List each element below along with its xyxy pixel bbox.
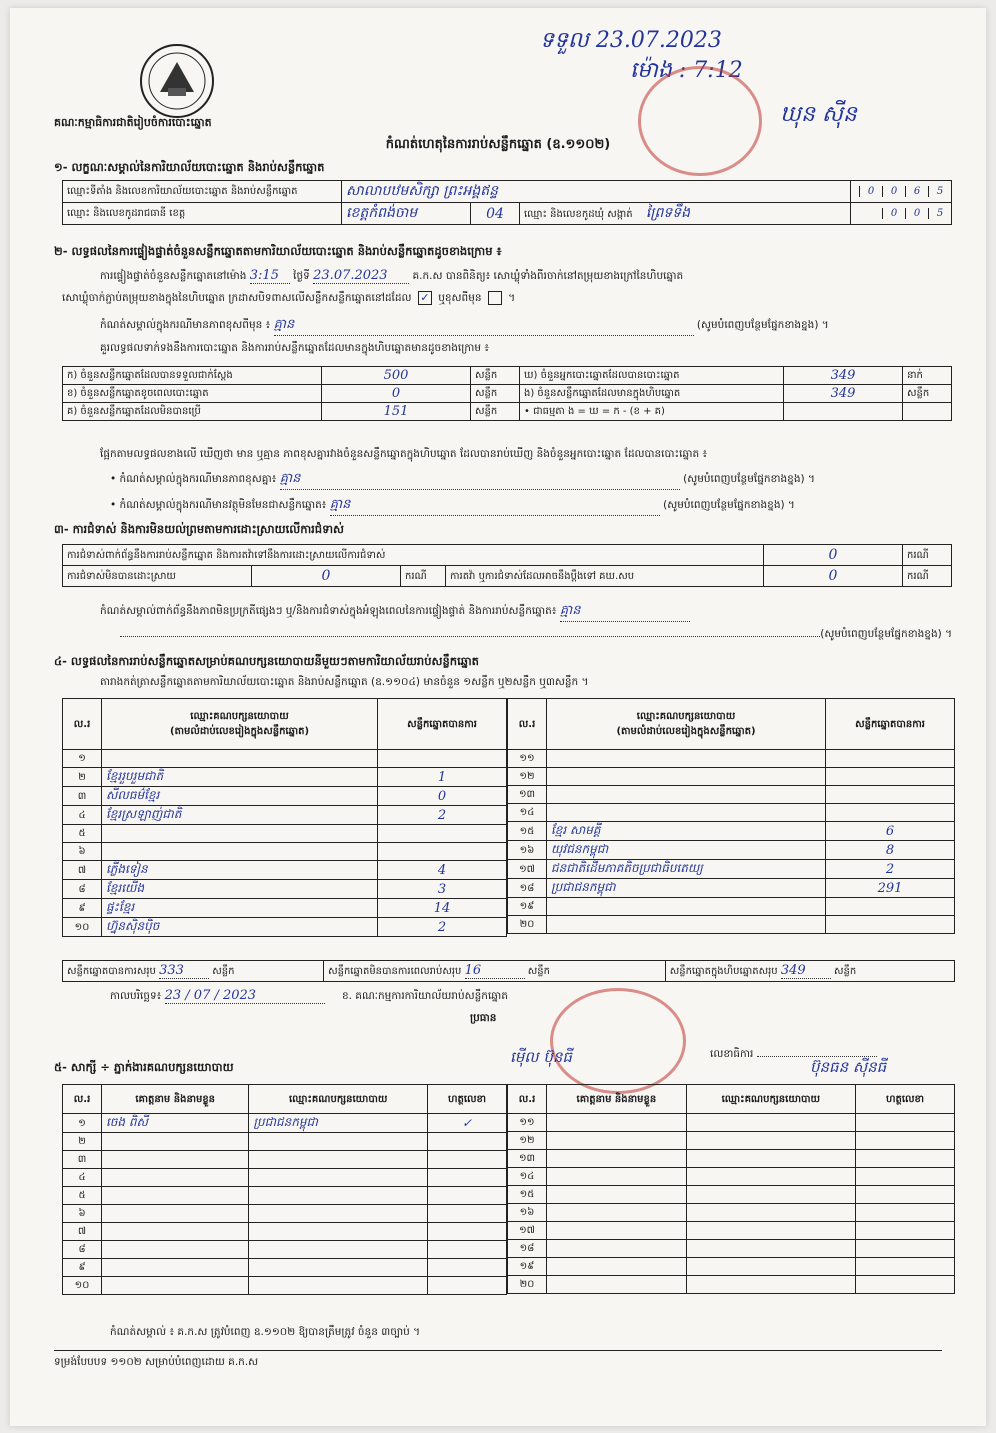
footer-text: ទម្រង់បែបបទ ១១០២ សម្រាប់បំពេញដោយ គ.ក.ស	[54, 1356, 259, 1368]
witness-no: ២	[63, 1133, 102, 1151]
party-row	[63, 750, 507, 768]
appeal-label: ការតវ៉ា ឬការជំទាស់ដែលអាចនឹងប្តឹងទៅ គឃ.សប	[446, 566, 764, 587]
party-row	[63, 787, 507, 806]
party-name	[547, 750, 826, 768]
total-valid-cell: សន្លឹកឆ្នោតបានការសរុប 333 សន្លឹក	[63, 961, 324, 982]
witness-party	[686, 1222, 855, 1240]
witness-no: ៩	[63, 1259, 102, 1277]
party-name: ខ្មែរ សាមគ្គី	[547, 822, 826, 841]
party-row	[508, 804, 955, 822]
difference-reason-line: កំណត់សម្គាល់ក្នុងករណីមានភាពខុសពីមុន ៖ គ្មាន (សូមបំពេញបន្ថែមផ្នែកខាងខ្នង) ។	[100, 316, 950, 336]
party-no: ១	[63, 750, 102, 768]
party-votes	[378, 825, 507, 843]
witness-party	[686, 1168, 855, 1186]
party-row	[508, 898, 955, 916]
commune-label: ឈ្មោះ និងលេខកូដឃុំ សង្កាត់	[524, 209, 633, 220]
different-checkbox[interactable]	[488, 291, 502, 305]
ballot-value2: 349	[784, 367, 903, 385]
location-value: សាលាបឋមសិក្សា ព្រះអង្គឥន្ទ	[342, 181, 851, 203]
witness-no: ៥	[63, 1187, 102, 1205]
witness-name	[102, 1223, 249, 1241]
ballot-value2: 349	[784, 385, 903, 403]
party-row	[508, 786, 955, 804]
total-invalid-value: 16	[465, 963, 525, 979]
witness-no: ១៤	[508, 1168, 547, 1186]
party-name: ជនជាតិដើមភាគតិចប្រជាធិបតេយ្យ	[547, 860, 826, 879]
witness-no: ៧	[63, 1223, 102, 1241]
ballot-label: ក) ចំនួនសន្លឹកឆ្នោតដែលបានទទួលជាក់ស្តែង	[63, 367, 322, 385]
commune-code: 0 0 5	[851, 203, 952, 225]
party-no: ១២	[508, 768, 547, 786]
witness-row	[508, 1276, 955, 1294]
president-name: ម៉ើល ប៊ុនធី	[510, 1048, 572, 1066]
party-votes: 6	[826, 822, 955, 841]
party-row	[63, 843, 507, 861]
witness-signature	[856, 1222, 955, 1240]
province-label: ឈ្មោះ និងលេខកូដរាជធានី ខេត្ត	[63, 203, 342, 225]
difference-note-value: គ្មាន	[280, 470, 680, 490]
witness-no: ១៧	[508, 1222, 547, 1240]
witness-name	[547, 1150, 687, 1168]
irregularity-note-value: គ្មាន	[560, 602, 690, 622]
party-no: ២	[63, 768, 102, 787]
section4-heading: ៤- លទ្ធផលនៃការរាប់សន្លឹកឆ្នោតសម្រាប់គណបក្សនយោបាយនីមួយៗតាមការិយាល័យរាប់សន្លឹកឆ្នោត	[54, 654, 479, 668]
ballot-label2: ង) ចំនួនសន្លឹកឆ្នោតដែលមានក្នុងហិបឆ្នោត	[520, 385, 784, 403]
party-name: ខ្មែរយើង	[102, 880, 378, 899]
verification-date: 23.07.2023	[313, 268, 409, 284]
witness-party	[249, 1205, 428, 1223]
party-row	[508, 768, 955, 786]
witness-signature	[428, 1151, 507, 1169]
receiver-signature: ឃុន ស៊ីន	[780, 102, 857, 127]
party-votes	[378, 750, 507, 768]
witness-signature	[428, 1259, 507, 1277]
witness-row	[63, 1259, 507, 1277]
ballot-unit: សន្លឹក	[471, 385, 520, 403]
witness-no: ៨	[63, 1241, 102, 1259]
witness-party	[686, 1240, 855, 1258]
party-votes: 291	[826, 879, 955, 898]
witness-signature	[856, 1186, 955, 1204]
witness-row	[63, 1223, 507, 1241]
party-row	[508, 860, 955, 879]
party-no: ១៣	[508, 786, 547, 804]
witness-signature	[428, 1241, 507, 1259]
party-name: យុវជនកម្ពុជា	[547, 841, 826, 860]
party-no: ១៩	[508, 898, 547, 916]
witness-row	[508, 1240, 955, 1258]
witness-name	[547, 1114, 687, 1132]
red-stamp-top	[638, 66, 762, 176]
witness-signature	[856, 1132, 955, 1150]
unresolved-value: 0	[252, 566, 401, 587]
witness-party	[249, 1169, 428, 1187]
witness-no: ១៣	[508, 1150, 547, 1168]
ballot-count-row	[63, 367, 952, 385]
party-name: ខ្មែររួបរួមជាតិ	[102, 768, 378, 787]
witness-party	[686, 1114, 855, 1132]
total-box-value: 349	[781, 963, 831, 979]
committee-label: ខ. គណៈកម្មការការិយាល័យរាប់សន្លឹកឆ្នោត	[341, 990, 508, 1002]
witness-name	[547, 1186, 687, 1204]
party-name: ប្រជាជនកម្ពុជា	[547, 879, 826, 898]
witness-row	[63, 1151, 507, 1169]
witness-signature	[856, 1258, 955, 1276]
section2-heading: ២- លទ្ធផលនៃការផ្ទៀងផ្ទាត់ចំនួនសន្លឹកឆ្នោតតាមការិយាល័យបោះឆ្នោត និងរាប់សន្លឹកឆ្នោតដូចខាងក្រោម ៖	[54, 244, 502, 258]
witness-row	[508, 1168, 955, 1186]
witness-no: ២០	[508, 1276, 547, 1294]
witness-name	[547, 1132, 687, 1150]
complaints-value: 0	[764, 545, 903, 566]
witness-no: ១៩	[508, 1258, 547, 1276]
location-code: 0 0 6 5	[851, 181, 952, 203]
witness-row	[63, 1241, 507, 1259]
section1-heading: ១- លក្ខណៈសម្គាល់នៃការិយាល័យបោះឆ្នោត និងរាប់សន្លឹកឆ្នោត	[54, 160, 325, 174]
witness-name	[102, 1205, 249, 1223]
ballot-value: 0	[322, 385, 471, 403]
party-name	[102, 843, 378, 861]
ballot-value2	[784, 403, 903, 421]
section5-note: កំណត់សម្គាល់ ៖ គ.ក.ស ត្រូវបំពេញ ឧ.១១០២ ឱ្យបានត្រឹមត្រូវ ចំនួន ៣ច្បាប់ ។	[110, 1326, 421, 1338]
witness-no: ៦	[63, 1205, 102, 1223]
witness-signature	[428, 1205, 507, 1223]
witness-signature	[428, 1277, 507, 1295]
ballot-label: គ) ចំនួនសន្លឹកឆ្នោតដែលមិនបានប្រើ	[63, 403, 322, 421]
party-votes	[826, 898, 955, 916]
ballot-label: ខ) ចំនួនសន្លឹកឆ្នោតខូចពេលបោះឆ្នោត	[63, 385, 322, 403]
date-line: កាលបរិច្ឆេទ៖ 23 / 07 / 2023 ខ. គណៈកម្មការការិយាល័យរាប់សន្លឹកឆ្នោត	[110, 988, 508, 1003]
party-no: ៧	[63, 861, 102, 880]
party-name: ផ្ទះខ្មែរ	[102, 899, 378, 918]
footer-divider	[54, 1350, 942, 1351]
verification-line: ការផ្ទៀងផ្ទាត់ចំនួនសន្លឹកឆ្នោតនៅម៉ោង 3:15 ថ្ងៃទី 23.07.2023 គ.ក.ស បានពិនិត្យ៖ សោឃ្លុំទាំងពីរចាក់នៅតម្រុយខាងក្រៅនៃហិបឆ្នោត	[100, 268, 684, 283]
witness-row	[508, 1222, 955, 1240]
party-votes: 3	[378, 880, 507, 899]
witness-party	[249, 1187, 428, 1205]
party-row	[508, 879, 955, 898]
party-name: ហ្វ៊ុនស៊ិនប៉ិច	[102, 918, 378, 937]
unresolved-label: ការជំទាស់មិនបានដោះស្រាយ	[63, 566, 252, 587]
province-value: ខេត្តកំពង់ចាម	[342, 203, 471, 225]
party-votes: 14	[378, 899, 507, 918]
party-row	[508, 841, 955, 860]
witness-signature	[856, 1168, 955, 1186]
witness-no: ៤	[63, 1169, 102, 1187]
ballot-label2: ឃ) ចំនួនអ្នកបោះឆ្នោតដែលបានបោះឆ្នោត	[520, 367, 784, 385]
province-code: 04	[471, 203, 520, 225]
form-title: កំណត់ហេតុនៃការរាប់សន្លឹកឆ្នោត (ឧ.១១០២)	[385, 137, 611, 152]
verification-time: 3:15	[250, 268, 290, 284]
ballot-count-row	[63, 403, 952, 421]
witness-name	[547, 1276, 687, 1294]
witness-row	[508, 1150, 955, 1168]
witness-row	[508, 1204, 955, 1222]
ballot-value: 151	[322, 403, 471, 421]
totals-table	[62, 960, 955, 982]
party-row	[63, 825, 507, 843]
party-row	[63, 806, 507, 825]
party-results-right: ល.រ ឈ្មោះគណបក្សនយោបាយ (តាមលំដាប់លេខរៀងក្នុងសន្លឹកឆ្នោត) សន្លឹកឆ្នោតបានការ ១១ ១២ ១៣ ១៤ ១៥ ខ្មែរ សាមគ្គី 6 ១៦ យុវជនកម្ពុជា 8 ១៧ ជនជាតិដើមភាគតិចប្រជាធិបតេយ្យ 2 ១៨ ប្រជាជនកម្ពុជា 291 ១៩ ២០	[507, 698, 955, 934]
witness-party	[686, 1132, 855, 1150]
witness-party: ប្រជាជនកម្ពុជា	[249, 1114, 428, 1133]
witness-name	[102, 1133, 249, 1151]
party-no: ១៤	[508, 804, 547, 822]
party-row	[63, 918, 507, 937]
witness-row	[63, 1187, 507, 1205]
witness-signature	[856, 1114, 955, 1132]
ballot-unit2: នាក់	[903, 367, 952, 385]
witness-name	[102, 1241, 249, 1259]
witness-party	[249, 1133, 428, 1151]
witness-table-right: ល.រ គោត្តនាម និងនាមខ្លួន ឈ្មោះគណបក្សនយោបាយ ហត្ថលេខា ១១ ១២ ១៣ ១៤ ១៥ ១៦ ១៧ ១៨ ១៩ ២០	[507, 1084, 955, 1294]
witness-no: ៣	[63, 1151, 102, 1169]
witness-no: ១១	[508, 1114, 547, 1132]
party-name	[547, 804, 826, 822]
witness-signature	[428, 1223, 507, 1241]
party-no: ១៥	[508, 822, 547, 841]
party-votes	[826, 804, 955, 822]
difference-note-line: • កំណត់សម្គាល់ក្នុងករណីមានភាពខុសគ្នា៖ គ្មាន (សូមបំពេញបន្ថែមផ្នែកខាងខ្នង) ។	[110, 470, 950, 490]
commune-value: ព្រៃទទឹង	[645, 205, 691, 221]
witness-signature	[856, 1276, 955, 1294]
party-votes: 4	[378, 861, 507, 880]
party-name	[547, 898, 826, 916]
witness-name	[547, 1240, 687, 1258]
party-votes: 8	[826, 841, 955, 860]
party-no: ១០	[63, 918, 102, 937]
ballot-unit2: សន្លឹក	[903, 385, 952, 403]
witness-party	[686, 1258, 855, 1276]
witness-signature	[856, 1150, 955, 1168]
received-handwriting: ទទួល 23.07.2023	[540, 28, 722, 53]
party-votes: 1	[378, 768, 507, 787]
same-checkbox[interactable]: ✓	[418, 291, 432, 305]
difference-reason-value: គ្មាន	[274, 316, 694, 336]
witness-party	[249, 1223, 428, 1241]
sheet-count-line: តារាងកត់ត្រាសន្លឹកឆ្នោតតាមការិយាល័យបោះឆ្នោត និងរាប់សន្លឹកឆ្នោត (ឧ.១១០៤) មានចំនួន ១សន្លឹក ឬ២សន្លឹក ឬ៣សន្លឹក ។	[100, 676, 589, 688]
party-no: ៦	[63, 843, 102, 861]
party-votes: 2	[378, 806, 507, 825]
irregularity-fill-note: (សូមបំពេញបន្ថែមផ្នែកខាងខ្នង) ។	[62, 628, 952, 643]
witness-signature: ✓	[428, 1114, 507, 1133]
party-name	[102, 750, 378, 768]
party-votes	[826, 768, 955, 786]
form-page	[10, 8, 986, 1426]
witness-signature	[428, 1187, 507, 1205]
results-intro: គួរលទ្ធផលទាក់ទងនឹងការបោះឆ្នោត និងការរាប់សន្លឹកឆ្នោតដែលមានក្នុងហិបឆ្នោតមានដូចខាងក្រោម ៖	[100, 342, 489, 354]
party-no: ៨	[63, 880, 102, 899]
party-results-left: ល.រ ឈ្មោះគណបក្សនយោបាយ (តាមលំដាប់លេខរៀងក្នុងសន្លឹកឆ្នោត) សន្លឹកឆ្នោតបានការ ១ ២ ខ្មែររួបរួមជាតិ 1 ៣ សីលធម៌ខ្មែរ 0 ៤ ខ្មែរស្រឡាញ់ជាតិ 2 ៥ ៦ ៧ ភ្លើងទៀន 4 ៨ ខ្មែរយើង 3 ៩ ផ្ទះខ្មែរ 14 ១០ ហ្វ៊ុនស៊ិនប៉ិច 2	[62, 698, 507, 937]
party-no: ៥	[63, 825, 102, 843]
witness-row	[63, 1114, 507, 1133]
party-name	[102, 825, 378, 843]
ballot-unit: សន្លឹក	[471, 367, 520, 385]
witness-party	[686, 1150, 855, 1168]
secretary-name: ប៊ុនធន ស៊ីនធី	[810, 1058, 887, 1076]
witness-name	[547, 1168, 687, 1186]
party-name	[547, 786, 826, 804]
ballot-count-row	[63, 385, 952, 403]
party-row	[63, 861, 507, 880]
witness-no: ១៨	[508, 1240, 547, 1258]
witness-row	[508, 1114, 955, 1132]
witness-no: ១	[63, 1114, 102, 1133]
red-stamp-bottom	[550, 988, 686, 1094]
witness-party	[686, 1204, 855, 1222]
foreign-object-value: គ្មាន	[330, 496, 660, 516]
party-row	[508, 916, 955, 934]
ballot-value: 500	[322, 367, 471, 385]
party-votes	[826, 750, 955, 768]
section1-table	[62, 180, 952, 225]
witness-signature	[856, 1240, 955, 1258]
party-col-header: ឈ្មោះគណបក្សនយោបាយ (តាមលំដាប់លេខរៀងក្នុងសន្លឹកឆ្នោត)	[102, 699, 378, 750]
witness-name	[547, 1222, 687, 1240]
ballot-unit2	[903, 403, 952, 421]
party-no: ៤	[63, 806, 102, 825]
party-name: ភ្លើងទៀន	[102, 861, 378, 880]
witness-party	[249, 1259, 428, 1277]
witness-row	[508, 1186, 955, 1204]
witness-name	[547, 1258, 687, 1276]
party-no: ១៦	[508, 841, 547, 860]
party-votes: 2	[826, 860, 955, 879]
witness-party	[249, 1151, 428, 1169]
party-votes: 2	[378, 918, 507, 937]
party-row	[508, 822, 955, 841]
total-invalid-cell: សន្លឹកឆ្នោតមិនបានការពេលរាប់សរុប 16 សន្លឹក	[324, 961, 666, 982]
time-handwriting: ម៉ោង : 7:12	[630, 58, 743, 83]
witness-no: ១៥	[508, 1186, 547, 1204]
institution-name: គណៈកម្មាធិការជាតិរៀបចំការបោះឆ្នោត	[54, 116, 212, 129]
witness-name	[102, 1187, 249, 1205]
witness-name	[102, 1259, 249, 1277]
witness-no: ១០	[63, 1277, 102, 1295]
ballot-count-table	[62, 366, 952, 421]
witness-name	[102, 1151, 249, 1169]
party-no: ១៨	[508, 879, 547, 898]
complaints-table: ការជំទាស់ពាក់ព័ន្ធនឹងការរាប់សន្លឹកឆ្នោត និងការតវ៉ាទៅនឹងការដោះស្រាយលើការជំទាស់ 0 ករណី ការជំទាស់មិនបានដោះស្រាយ 0 ករណី ការតវ៉ា ឬការជំទាស់ដែលអាចនឹងប្តឹងទៅ គឃ.សប 0 ករណី	[62, 544, 952, 587]
party-votes: 0	[378, 787, 507, 806]
party-name	[547, 768, 826, 786]
party-no: ១៧	[508, 860, 547, 879]
party-row	[63, 899, 507, 918]
party-votes	[378, 843, 507, 861]
ballot-label2: • ជាធម្មតា ង = ឃ = ក - (ខ + គ)	[520, 403, 784, 421]
section5-heading: ៥- សាក្សី ÷ ភ្នាក់ងារគណបក្សនយោបាយ	[54, 1060, 234, 1074]
complaints-label: ការជំទាស់ពាក់ព័ន្ធនឹងការរាប់សន្លឹកឆ្នោត និងការតវ៉ាទៅនឹងការដោះស្រាយលើការជំទាស់	[63, 545, 764, 566]
witness-party	[686, 1186, 855, 1204]
secretary-line: លេខាធិការ	[710, 1048, 877, 1063]
witness-row	[508, 1132, 955, 1150]
party-row	[63, 768, 507, 787]
witness-name	[102, 1277, 249, 1295]
party-no: ៣	[63, 787, 102, 806]
witness-signature	[856, 1204, 955, 1222]
party-name: ខ្មែរស្រឡាញ់ជាតិ	[102, 806, 378, 825]
party-name	[547, 916, 826, 934]
section3-heading: ៣- ការជំទាស់ និងការមិនយល់ព្រមតាមការដោះស្រាយលើការជំទាស់	[54, 522, 345, 536]
party-no: ៩	[63, 899, 102, 918]
witness-signature	[428, 1169, 507, 1187]
witness-row	[508, 1258, 955, 1276]
witness-name: ចេង ពិសី	[102, 1114, 249, 1133]
witness-party	[686, 1276, 855, 1294]
party-votes	[826, 786, 955, 804]
witness-table-left: ល.រ គោត្តនាម និងនាមខ្លួន ឈ្មោះគណបក្សនយោបាយ ហត្ថលេខា ១ ចេង ពិសី ប្រជាជនកម្ពុជា ✓ ២ ៣ ៤ ៥ ៦ ៧ ៨ ៩ ១០	[62, 1084, 507, 1295]
witness-row	[63, 1169, 507, 1187]
witness-row	[63, 1133, 507, 1151]
witness-row	[63, 1205, 507, 1223]
check-line: ផ្អែកតាមលទ្ធផលខាងលើ ឃើញថា មាន ឬគ្មាន ភាពខុសគ្នារវាងចំនួនសន្លឹកឆ្នោតក្នុងហិបឆ្នោត ដែលបានរាប់ឃើញ និងចំនួនអ្នកបោះឆ្នោត ដែលបានបោះឆ្នោត ៖	[100, 448, 708, 460]
foreign-object-line: • កំណត់សម្គាល់ក្នុងករណីមានវត្ថុមិនមែនជាសន្លឹកឆ្នោត៖ គ្មាន (សូមបំពេញបន្ថែមផ្នែកខាងខ្នង) ។	[110, 496, 950, 516]
witness-party	[249, 1241, 428, 1259]
witness-no: ១២	[508, 1132, 547, 1150]
seal-line: សោឃ្លុំចាក់ភ្ជាប់តម្រុយខាងក្នុងនៃហិបឆ្នោត ក្រដាសបិទពាសលើសន្លឹកសន្លឹកឆ្នោតនៅដដែល ✓ ឬខុសពីមុន ។	[62, 291, 516, 304]
date-value: 23 / 07 / 2023	[165, 988, 325, 1004]
commune-cell	[520, 203, 851, 225]
party-votes	[826, 916, 955, 934]
appeal-value: 0	[764, 566, 903, 587]
party-name: សីលធម៌ខ្មែរ	[102, 787, 378, 806]
witness-name	[547, 1204, 687, 1222]
witness-row	[63, 1277, 507, 1295]
party-row	[63, 880, 507, 899]
nec-logo-icon	[138, 42, 216, 120]
witness-signature	[428, 1133, 507, 1151]
ballot-unit: សន្លឹក	[471, 403, 520, 421]
party-no: ២០	[508, 916, 547, 934]
irregularity-note-line: កំណត់សម្គាល់ពាក់ព័ន្ធនឹងភាពមិនប្រក្រតីផ្សេងៗ ឬ/និងការជំទាស់ក្នុងអំឡុងពេលនៃការផ្ទៀងផ្ទាត់ និងការរាប់សន្លឹកឆ្នោត៖ គ្មាន	[100, 602, 950, 622]
witness-name	[102, 1169, 249, 1187]
witness-party	[249, 1277, 428, 1295]
location-label: ឈ្មោះទីតាំង និងលេខការិយាល័យបោះឆ្នោត និងរាប់សន្លឹកឆ្នោត	[63, 181, 342, 203]
president-title: ប្រធាន	[470, 1012, 497, 1024]
witness-no: ១៦	[508, 1204, 547, 1222]
total-valid-value: 333	[159, 963, 209, 979]
total-box-cell: សន្លឹកឆ្នោតក្នុងហិបឆ្នោតសរុប 349 សន្លឹក	[665, 961, 954, 982]
party-row	[508, 750, 955, 768]
party-no: ១១	[508, 750, 547, 768]
